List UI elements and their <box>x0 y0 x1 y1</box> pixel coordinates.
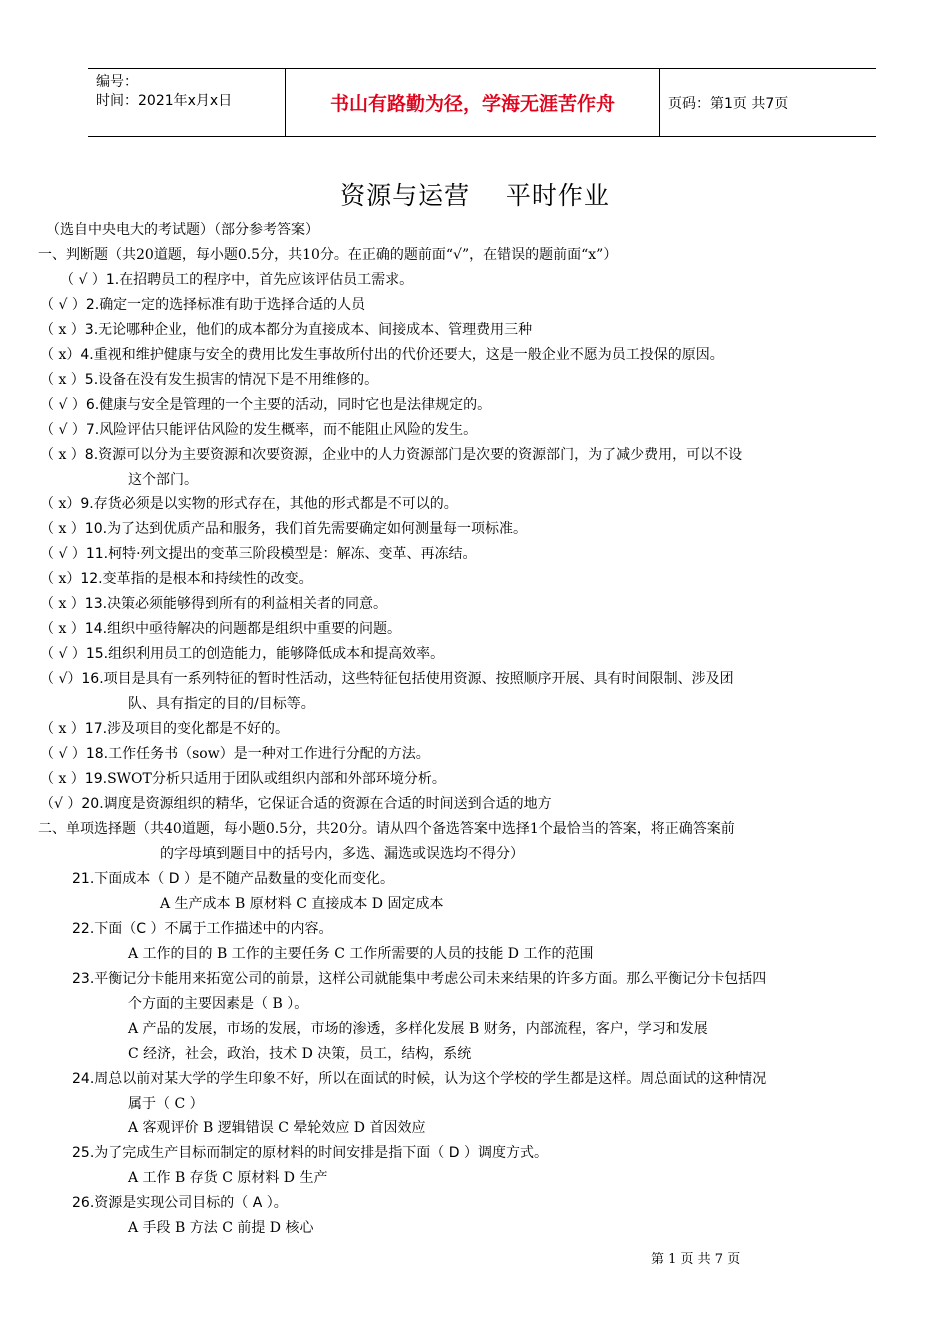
section2-heading-cont: 的字母填到题目中的括号内，多选、漏选或误选均不得分） <box>160 846 524 862</box>
judgment-item <box>40 619 401 639</box>
judgment-number: 7. <box>85 422 100 438</box>
header-motto: 书山有路勤为径，学海无涯苦作舟 <box>286 69 660 136</box>
judgment-number: 2. <box>85 297 100 313</box>
judgment-text: 柯特·列文提出的变革三阶段模型是：解冻、变革、再冻结。 <box>108 546 477 562</box>
section1-heading: 一、判断题（共20道题，每小题0.5分，共10分。在正确的题前面“√”，在错误的题前面“x”） <box>38 247 618 263</box>
judgment-number: 9. <box>80 496 94 512</box>
judgment-text: 项目是具有一系列特征的暂时性活动，这些特征包括使用资源、按照顺序开展、具有时间限制、涉及团 <box>103 671 734 687</box>
header-id-label: 编号： <box>96 74 138 90</box>
choice-options: A 生产成本 B 原材料 C 直接成本 D 固定成本 <box>160 896 444 912</box>
choice-question: 23.平衡记分卡能用来拓宽公司的前景，这样公司就能集中考虑公司未来结果的许多方面。那么平衡记分卡包括四 <box>72 971 767 987</box>
judgment-number: 6. <box>85 397 100 413</box>
document-title: 资源与运营 平时作业 <box>340 181 610 210</box>
judgment-number: 12. <box>80 571 103 587</box>
judgment-text: 为了达到优质产品和服务，我们首先需要确定如何测量每一项标准。 <box>107 521 528 537</box>
judgment-text: 风险评估只能评估风险的发生概率，而不能阻止风险的发生。 <box>99 422 478 438</box>
judgment-item <box>40 544 477 564</box>
judgment-text: 设备在没有发生损害的情况下是不用维修的。 <box>98 372 379 388</box>
judgment-item <box>40 594 387 614</box>
judgment-mark: （ x ） <box>40 771 85 787</box>
judgment-number: 14. <box>84 621 108 637</box>
judgment-mark: （ √ ） <box>60 272 106 288</box>
choice-question: 21.下面成本（ D ）是不随产品数量的变化而变化。 <box>72 871 394 887</box>
choice-options: C 经济，社会，政治，技术 D 决策，员工，结构，系统 <box>128 1046 472 1062</box>
header-page-label: 页码：第1页 共7页 <box>668 95 789 112</box>
page-footer: 第 1 页 共 7 页 <box>651 1252 741 1267</box>
judgment-item <box>40 794 552 814</box>
judgment-mark: （ √ ） <box>40 546 86 562</box>
judgment-item <box>40 744 430 764</box>
judgment-text: 工作任务书（sow）是一种对工作进行分配的方法。 <box>108 746 430 762</box>
judgment-mark: （ x） <box>40 571 81 587</box>
judgment-number: 8. <box>84 447 99 463</box>
judgment-item <box>40 295 365 315</box>
choice-question-cont: 个方面的主要因素是（ B ）。 <box>128 996 309 1012</box>
judgment-item <box>40 719 289 739</box>
judgment-number: 5. <box>84 372 99 388</box>
judgment-number: 18. <box>85 746 109 762</box>
judgment-number: 4. <box>80 347 94 363</box>
judgment-text: 组织利用员工的创造能力，能够降低成本和提高效率。 <box>108 646 445 662</box>
judgment-text-cont: 这个部门。 <box>128 472 198 488</box>
judgment-mark: （ x ） <box>40 621 85 637</box>
judgment-number: 11. <box>85 546 109 562</box>
judgment-text: 变革指的是根本和持续性的改变。 <box>102 571 313 587</box>
choice-question-cont: 属于（ C ） <box>128 1096 204 1112</box>
judgment-item <box>40 395 491 415</box>
judgment-mark: （√ ） <box>40 796 82 812</box>
judgment-item <box>40 445 742 465</box>
judgment-number: 16. <box>81 671 104 687</box>
choice-options: A 产品的发展，市场的发展，市场的渗透，多样化发展 B 财务，内部流程，客户，学习和发展 <box>128 1021 708 1037</box>
choice-question: 24.周总以前对某大学的学生印象不好，所以在面试的时候，认为这个学校的学生都是这样。周总面试的这种情况 <box>72 1071 767 1087</box>
judgment-mark: （ x ） <box>40 721 85 737</box>
choice-options: A 工作的目的 B 工作的主要任务 C 工作所需要的人员的技能 D 工作的范围 <box>128 946 594 962</box>
judgment-number: 20. <box>81 796 104 812</box>
header-time-label: 时间：2021年x月x日 <box>96 93 233 109</box>
choice-question: 26.资源是实现公司目标的（ A ）。 <box>72 1195 288 1211</box>
section2-heading: 二、单项选择题（共40道题，每小题0.5分，共20分。请从四个备选答案中选择1个最恰当的答案，将正确答案前 <box>38 821 735 837</box>
judgment-mark: （ √） <box>40 671 82 687</box>
judgment-number: 1. <box>105 272 120 288</box>
choice-options: A 手段 B 方法 C 前提 D 核心 <box>128 1220 314 1236</box>
judgment-mark: （ x ） <box>40 596 85 612</box>
choice-options: A 客观评价 B 逻辑错误 C 晕轮效应 D 首因效应 <box>128 1120 426 1136</box>
judgment-mark: （ √ ） <box>40 646 86 662</box>
judgment-text: 确定一定的选择标准有助于选择合适的人员 <box>99 297 366 313</box>
judgment-text: 无论哪种企业，他们的成本都分为直接成本、间接成本、管理费用三种 <box>98 322 533 338</box>
judgment-number: 19. <box>84 771 108 787</box>
judgment-text: 存货必须是以实物的形式存在，其他的形式都是不可以的。 <box>93 496 458 512</box>
judgment-number: 3. <box>84 322 99 338</box>
judgment-item <box>40 769 446 789</box>
judgment-item <box>40 494 458 514</box>
judgment-text: 调度是资源组织的精华，它保证合适的资源在合适的时间送到合适的地方 <box>103 796 552 812</box>
judgment-mark: （ √ ） <box>40 422 86 438</box>
judgment-mark: （ √ ） <box>40 746 86 762</box>
judgment-text: 资源可以分为主要资源和次要资源，企业中的人力资源部门是次要的资源部门，为了减少费用，可以不设 <box>98 447 743 463</box>
judgment-mark: （ x ） <box>40 322 85 338</box>
judgment-text: SWOT分析只适用于团队或组织内部和外部环境分析。 <box>107 771 446 787</box>
judgment-text: 健康与安全是管理的一个主要的活动，同时它也是法律规定的。 <box>99 397 492 413</box>
judgment-text: 组织中亟待解决的问题都是组织中重要的问题。 <box>107 621 402 637</box>
judgment-number: 17. <box>84 721 108 737</box>
judgment-mark: （ x） <box>40 347 81 363</box>
judgment-mark: （ x） <box>40 496 81 512</box>
judgment-mark: （ √ ） <box>40 397 86 413</box>
judgment-mark: （ √ ） <box>40 297 86 313</box>
choice-question: 25.为了完成生产目标而制定的原材料的时间安排是指下面（ D ）调度方式。 <box>72 1145 548 1161</box>
judgment-mark: （ x ） <box>40 447 85 463</box>
header-table <box>88 68 876 137</box>
judgment-text-cont: 队、具有指定的目的/目标等。 <box>128 696 315 712</box>
judgment-item <box>40 644 444 664</box>
choice-options: A 工作 B 存货 C 原材料 D 生产 <box>128 1170 328 1186</box>
judgment-mark: （ x ） <box>40 521 85 537</box>
header-info-cell <box>88 69 286 136</box>
judgment-item <box>40 669 734 689</box>
judgment-number: 10. <box>84 521 108 537</box>
judgment-item <box>60 270 413 290</box>
judgment-number: 15. <box>85 646 109 662</box>
judgment-text: 在招聘员工的程序中，首先应该评估员工需求。 <box>119 272 414 288</box>
judgment-item <box>40 320 532 340</box>
judgment-mark: （ x ） <box>40 372 85 388</box>
judgment-item <box>40 569 313 589</box>
judgment-text: 涉及项目的变化都是不好的。 <box>107 721 290 737</box>
document-subtitle: （选自中央电大的考试题）（部分参考答案） <box>46 222 319 238</box>
judgment-item <box>40 345 724 365</box>
judgment-number: 13. <box>84 596 108 612</box>
choice-question: 22.下面（C ）不属于工作描述中的内容。 <box>72 921 333 937</box>
judgment-item <box>40 519 527 539</box>
judgment-text: 决策必须能够得到所有的利益相关者的同意。 <box>107 596 388 612</box>
judgment-text: 重视和维护健康与安全的费用比发生事故所付出的代价还要大，这是一般企业不愿为员工投保的原因。 <box>93 347 724 363</box>
judgment-item <box>40 370 378 390</box>
judgment-item <box>40 420 477 440</box>
